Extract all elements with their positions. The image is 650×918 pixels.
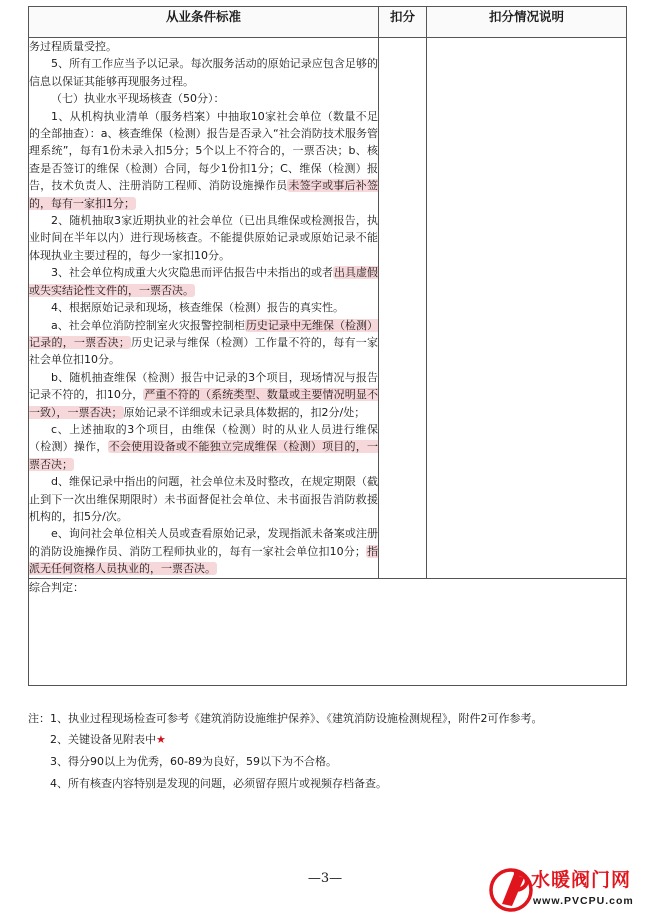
criteria-text: 5、所有工作应当予以记录。每次服务活动的原始记录应包含足够的信息以保证其能够再现服务过程。 — [29, 57, 378, 88]
criteria-paragraph — [29, 38, 378, 55]
header-criteria: 从业条件标准 — [29, 7, 379, 38]
criteria-text: 2、随机抽取3家近期执业的社会单位（已出具维保或检测报告，执业时间在半年以内）进行现场核查。不能提供原始记录或原始记录不能体现执业主要过程的，每少一家扣10分。 — [29, 214, 378, 262]
criteria-paragraph — [29, 473, 378, 525]
note-3: 3、得分90以上为优秀，60-89为良好，59以下为不合格。 — [50, 755, 337, 768]
criteria-paragraph — [29, 264, 378, 299]
criteria-text: c、上述抽取的3个项目，由维保（检测）时的从业人员进行维保（检测）操作， — [29, 422, 378, 454]
criteria-paragraph — [29, 108, 378, 212]
star-icon: ★ — [156, 733, 166, 746]
note-4: 4、所有核查内容特别是发现的问题，必须留存照片或视频存档备查。 — [50, 777, 387, 790]
criteria-text: 务过程质量受控。 — [29, 40, 117, 53]
deduction-cell[interactable] — [379, 38, 427, 579]
criteria-paragraph — [29, 317, 378, 369]
criteria-text: 历史记录与维保（检测）工作量不符的，每有一家社会单位扣10分。 — [29, 335, 379, 367]
highlighted-text: 不会使用设备或不能独立完成维保（检测）项目的，一票否决； — [29, 440, 379, 471]
criteria-text: 1、从机构执业清单（服务档案）中抽取10家社会单位（数量不足的全部抽查）：a、核查维保（检测）报告是否录入“社会消防技术服务管理系统”，每有1份未录入扣5分；5个以上不符合的，一票否决；b、核查是否签订的维保（检测）合同，每少1份扣1分；C、维保（检测）报告，技术负责人、注册消防工程师、消防设施操作员 — [29, 109, 378, 193]
criteria-paragraph — [29, 525, 378, 577]
criteria-text: e、询问社会单位相关人员或查看原始记录，发现指派未备案或注册的消防设施操作员、消防工程师执业的，每有一家社会单位扣10分； — [29, 527, 378, 558]
criteria-text: （七）执业水平现场核查（50分）： — [51, 92, 225, 106]
criteria-paragraph — [29, 369, 378, 421]
criteria-paragraph — [29, 212, 378, 264]
highlighted-text: 历史记录中无维保（检测）记录的，一票否决； — [29, 318, 379, 349]
criteria-text: 原始记录不详细或未记录具体数据的，扣2分/处； — [123, 405, 366, 419]
watermark-url: www.PVCPU.com — [533, 895, 634, 907]
summary-label: 综合判定： — [29, 580, 84, 594]
criteria-text: a、社会单位消防控制室火灾报警控制柜 — [51, 318, 245, 332]
deduction-notes-cell[interactable] — [427, 38, 627, 579]
criteria-paragraph — [29, 299, 378, 316]
page-number: —3— — [307, 871, 343, 886]
criteria-cell — [29, 38, 379, 579]
criteria-paragraph — [29, 90, 378, 107]
notes-section — [28, 710, 626, 797]
summary-cell[interactable] — [29, 578, 627, 685]
highlighted-text: 严重不符的（系统类型、数量或主要情况明显不一致），一票否决； — [29, 388, 379, 419]
criteria-text: 3、社会单位构成重大火灾隐患而评估报告中未指出的或者 — [51, 266, 333, 280]
header-deduction: 扣分 — [379, 7, 427, 38]
criteria-text: 4、根据原始记录和现场，核查维保（检测）报告的真实性。 — [51, 301, 344, 315]
assessment-table — [28, 6, 627, 686]
criteria-paragraph — [29, 421, 378, 473]
note-2: 2、关键设备见附表中★ — [50, 733, 166, 746]
criteria-paragraph — [29, 55, 378, 90]
criteria-row — [29, 38, 627, 579]
note-1: 注：1、执业过程现场检查可参考《建筑消防设施维护保养》、《建筑消防设施检测规程》，附件2可作参考。 — [28, 712, 543, 725]
highlighted-text: 出具虚假或失实结论性文件的，一票否决。 — [29, 266, 378, 297]
watermark-title: 水暖阀门网 — [531, 869, 632, 891]
criteria-text: b、随机抽查维保（检测）报告中记录的3个项目，现场情况与报告记录不符的，扣10分， — [29, 370, 378, 402]
highlighted-text: 指派无任何资格人员执业的，一票否决。 — [29, 544, 379, 576]
table-header-row — [29, 7, 627, 38]
header-deduction-notes: 扣分情况说明 — [427, 7, 627, 38]
criteria-text: d、维保记录中指出的问题，社会单位未及时整改，在规定期限（截止到下一次出维保期限时）未书面督促社会单位、未书面报告消防救援机构的，扣5分/次。 — [29, 475, 378, 523]
summary-row — [29, 578, 627, 685]
highlighted-text: 未签字或事后补签的，每有一家扣1分； — [29, 179, 379, 210]
